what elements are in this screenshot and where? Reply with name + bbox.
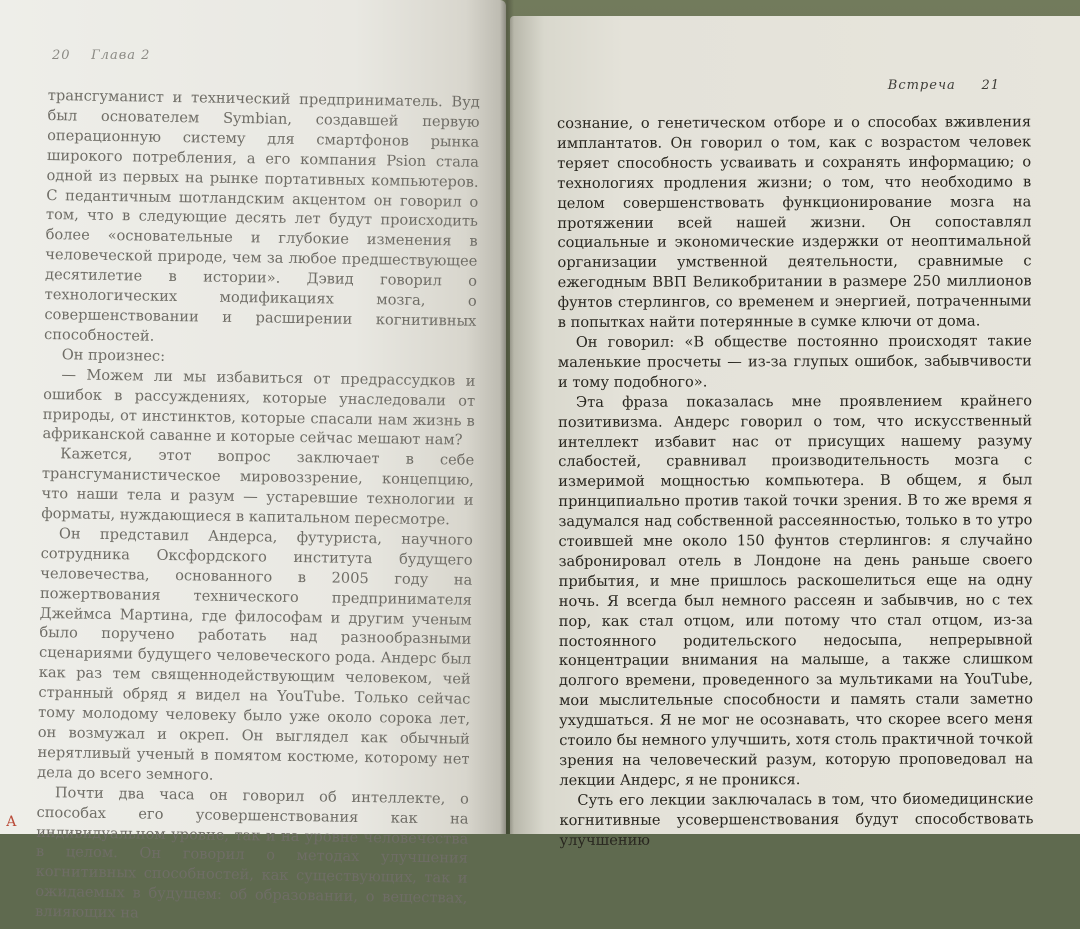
paragraph: Он представил Андерса, футуриста, научного сотрудника Оксфордского института будущего человечества, основанного в 2005 году на пожертвования технического предпринимателя Джеймса Мартина, где философам и другим ученым было поручено работать над разнообразными сценариями будущего человеческого рода. Андерс был как раз тем священнодействующим человеком, чей странный обряд я видел на YouTube. Только сейчас тому молодому человеку было уже около сорока лет, он возмужал и окреп. Он выглядел как обычный нерятливый ученый в помятом костюме, которому нет дела до всего земного. xyxy=(37,525,474,784)
paragraph: Эта фраза показалась мне проявлением крайнего позитивизма. Андерс говорил о том, что искусственный интеллект избавит нас от присущих нашему разуму слабостей, сравнивал производительность мозга с измеримой мощностью компьютера. В общем, я был принципиально против такой точки зрения. В то же время я задумался над собственной рассеянностью, только в то утро стоившей мне около 150 фунтов стерлингов: я случайно забронировал отель в Лондоне на день раньше своего прибытия, и мне пришлось раскошелиться еще на одну ночь. Я всегда был немного рассеян и забывчив, но с тех пор, как стал отцом, или потому что стал отцом, из-за постоянного родительского недосыпа, непрерывной концентрации внимания на малыше, а также слишком долгого времени, проведенного за мультиками на YouTube, мои мыслительные способности и память стали заметно ухудшаться. Я не мог не осознавать, что скорее всего меня стоило бы немного улучшить, хотя столь практичной точкой зрения на человеческий разум, которую проповедовал на лекции Андерс, я не проникся. xyxy=(558,392,1034,789)
book-gutter xyxy=(500,0,514,834)
left-page-number: 20 xyxy=(52,48,71,63)
left-page-text xyxy=(35,86,480,929)
chapter-title: Глава 2 xyxy=(91,48,151,63)
corner-mark: А xyxy=(6,814,17,830)
paragraph: Почти два часа он говорил об интеллекте, о способах его усовершенствования как на индивидуальном уровне, так и на уровне человечества в целом. Он говорил о методах улучшения когнитивных способностей, как существующих, так и ожидаемых в будущем: об образовании, о веществах, влияющих на xyxy=(34,783,469,922)
paragraph: Он произнес: xyxy=(61,346,166,365)
right-page-text xyxy=(557,112,1034,850)
right-running-head xyxy=(888,78,1000,93)
right-page-number: 21 xyxy=(981,78,1000,93)
running-head-title: Встреча xyxy=(887,78,956,93)
left-page xyxy=(0,0,506,922)
right-page xyxy=(510,16,1080,849)
paragraph: Кажется, этот вопрос заключает в себе трансгуманистическое мировоззрение, концепцию, что наши тела и разум — устаревшие технологии и форматы, нуждающиеся в капитальном пересмотре. xyxy=(41,445,475,529)
paragraph: трансгуманист и технический предприниматель. Вуд был основателем Symbian, создавшей первую операционную систему для смартфонов рынка широкого потребления, а его компания Psion стала одной из первых на рынке портативных компьютеров. С педантичным шотландским акцентом он говорил о том, что в следующие десять лет будут происходить более «основательные и глубокие изменения в человеческой природе, чем за любое предшествующее десятилетие в истории». Дэвид говорил о технологических модификациях мозга, о совершенствовании и расширении когнитивных способностей. xyxy=(43,86,480,345)
paragraph: — Можем ли мы избавиться от предрассудков и ошибок в рассуждениях, которые унаследовали от природы, от инстинктов, которые спасали нам жизнь в африканской саванне и которые сейчас мешают нам? xyxy=(42,365,476,449)
paragraph: Он говорил: «В обществе постоянно происходят такие маленькие просчеты — из-за глупых ошибок, забывчивости и тому подобного». xyxy=(557,332,1032,391)
paragraph: сознание, о генетическом отборе и о способах вживления имплантатов. Он говорил о том, как с возрастом человек теряет способность усваивать и сохранять информацию; о технологиях продления жизни; о том, что необходимо в целом совершенствовать функционирование мозга на протяжении всей нашей жизни. Он сопоставлял социальные и экономические издержки от неоптимальной организации умственной деятельности, сравнимые с ежегодным ВВП Великобритании в размере 250 миллионов фунтов стерлингов, со временем и энергией, потраченными в попытках найти потерянные в сумке ключи от дома. xyxy=(557,113,1032,332)
left-running-head xyxy=(52,48,150,63)
paragraph: Суть его лекции заключалась в том, что биомедицинские когнитивные усовершенствования будут способствовать улучшению xyxy=(559,790,1034,849)
